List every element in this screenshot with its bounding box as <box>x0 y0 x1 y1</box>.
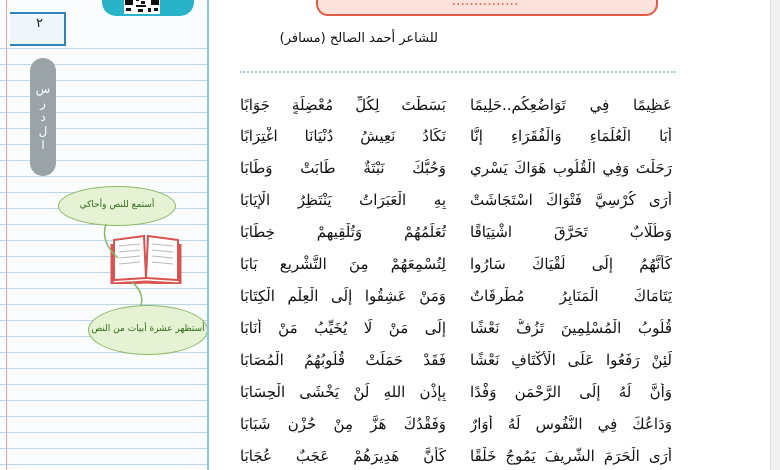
ruled-line <box>0 432 208 433</box>
poet-name: للشاعر أحمد الصالح (مسافر) <box>279 31 438 46</box>
verse-second-half: فَقَدْ حَمَلَتْ قُلُوبُهُمُ الْمُصَابَا <box>240 351 446 369</box>
ruled-line <box>0 304 208 305</box>
page-badge-underline <box>10 44 62 45</box>
verse-first-half: أَرَى كُرْسِيَّ فَتْوَاكَ اسْتَجَاشَتْ <box>470 191 672 209</box>
ruled-line <box>0 400 208 401</box>
listen-bubble: أستمع للنص وأحاكي <box>58 186 176 226</box>
ruled-line <box>0 368 208 369</box>
verse-second-half: بِهِ الْعَبَرَاتُ يَنْتَظِرُ الْإِيَابَا <box>240 191 446 209</box>
verse-second-half: تُعَلِّمُهُمْ وَتُلْقِيهِمْ خِطَابَا <box>240 223 446 241</box>
lesson-tab-label: الدرس <box>36 82 50 152</box>
margin-line <box>6 0 7 470</box>
dotted-separator <box>240 71 676 73</box>
verse-first-half: وَدَاعُكَ فِي النُّفُوسِ لَهُ أُوَارٌ <box>470 415 672 433</box>
verse-second-half: إِلَى مَنْ لَا يُخَيِّبُ مَنْ أَنَابَا <box>240 319 446 337</box>
verse-second-half: كَأَنَّ هَدِيرَهُمْ عَجَبٌ عُجَابَا <box>240 447 446 465</box>
ruled-line <box>0 288 208 289</box>
verse-second-half: وَمَنْ عَشِقُوا إِلَى الْعِلْمِ الْكِتَابَا <box>240 287 446 305</box>
verse-first-half: لَئِنْ رَفَعُوا عَلَى الْأَكْتَافِ نَعْشًا <box>470 351 672 369</box>
page-number-badge <box>10 12 66 46</box>
ruled-line <box>0 464 208 465</box>
verse-first-half: كَأَنَّهُمُ إِلَى لُقْيَاكَ سَارُوا <box>470 255 672 273</box>
ruled-line <box>0 448 208 449</box>
verse-second-half: بَسَطْتَ لِكُلِّ مُعْضِلَةٍ جَوَابًا <box>240 96 446 114</box>
page-number: ٢ <box>36 16 43 31</box>
ruled-line <box>0 384 208 385</box>
verse-first-half: أَرَى الْحَرَمَ الشَّرِيفَ يَمُوجُ خَلْقًا <box>470 447 672 465</box>
sidebar <box>0 0 208 470</box>
sidebar-divider <box>207 0 209 470</box>
poem-title: ............... <box>451 0 519 9</box>
verse-first-half: وَأَنَّ لَهُ إِلَى الرَّحْمَنِ وَفْدًا <box>470 383 672 401</box>
connector-line <box>96 222 126 262</box>
verse-second-half: نَكَادُ نَعِيشُ دُنْيَانَا اغْتِرَابًا <box>240 127 446 145</box>
ruled-line <box>0 416 208 417</box>
verse-first-half: عَظِيمًا فِي تَوَاضُعِكُم..حَلِيمًا <box>470 96 672 114</box>
qr-code-icon[interactable] <box>124 0 160 14</box>
verse-first-half: أَبَا الْعُلَمَاءِ وَالْفُقَرَاءِ إِنَّا <box>470 127 672 145</box>
memorize-bubble: أستظهر عشرة أبيات من النص <box>88 305 208 355</box>
verse-first-half: يَتَامَاكَ الْمَنَابِرُ مُطْرِقَاتٌ <box>470 287 672 305</box>
verse-first-half: قُلُوبُ الْمُسْلِمِينَ تَزُفُّ نَعْشًا <box>470 319 672 337</box>
verse-second-half: وَفَقْدُكَ هَزَّ مِنْ حُزْنٍ شَبَابَا <box>240 415 446 433</box>
ruled-line <box>0 176 208 177</box>
verse-second-half: بِإِذْنِ اللهِ لَنْ يَخْشَى الْحِسَابَا <box>240 383 446 401</box>
ruled-line <box>0 352 208 353</box>
verse-first-half: وَطُلَّابٌ تَحَرَّقَ اشْتِيَاقًا <box>470 223 672 241</box>
verse-first-half: رَحَلْتَ وَفِي الْقُلُوبِ هَوَاكَ يَسْرِي <box>470 159 672 177</box>
verse-second-half: لِتُسْمِعَهُمْ مِنَ التَّشْرِيعِ بَابَا <box>240 255 446 273</box>
page-edge <box>770 0 780 470</box>
ruled-line <box>0 48 208 49</box>
verse-second-half: وَحُبُّكَ نَبْتَةٌ طَابَتْ وَطَابَا <box>240 159 446 177</box>
